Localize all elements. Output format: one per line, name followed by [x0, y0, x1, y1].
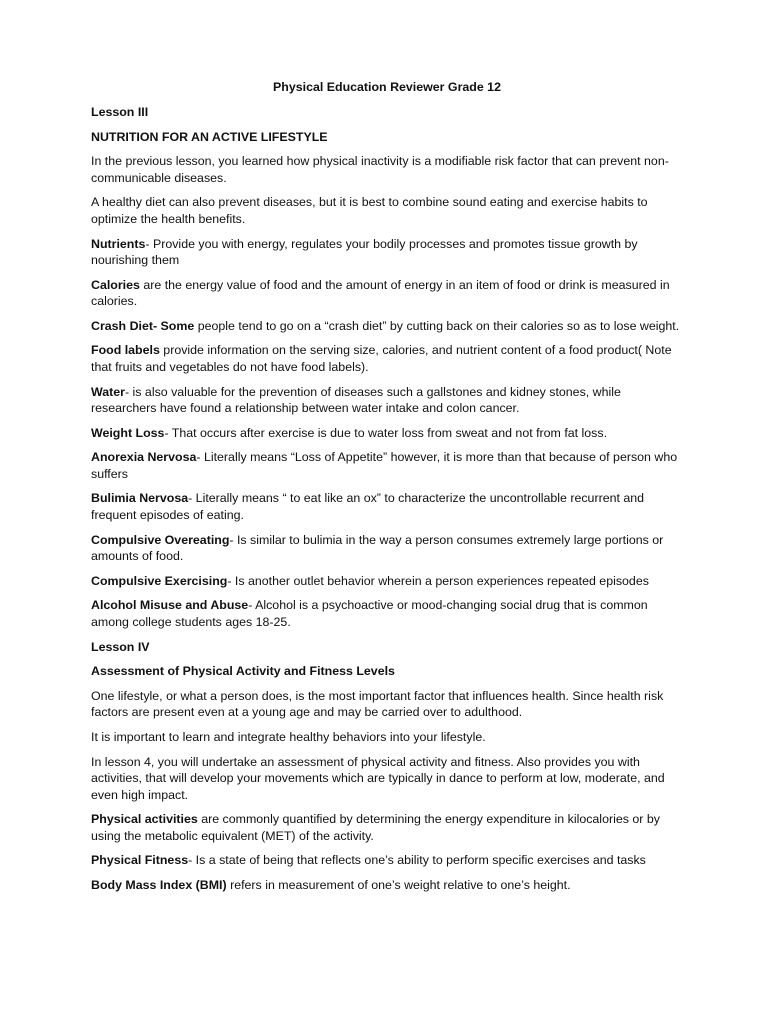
paragraph: [91, 729, 683, 745]
definition-text: are commonly quantified by determining the energy expenditure in kilocalories or by using the metabolic equivalent (MET) of the activity.: [91, 812, 660, 843]
term: Compulsive Exercising: [91, 573, 228, 588]
term: Body Mass Index (BMI): [91, 878, 227, 893]
term-definition: [91, 236, 683, 269]
term-definition: [91, 384, 683, 417]
term: Anorexia Nervosa: [91, 450, 197, 465]
paragraph-text: In lesson 4, you will undertake an assessment of physical activity and fitness. Also provides you with activities, that will develop your movements which are typically in dance to perform at low, moderate, and even high impact.: [91, 754, 665, 802]
term-definition: [91, 490, 683, 523]
term: Crash Diet- Some: [91, 318, 195, 333]
paragraph-text: A healthy diet can also prevent diseases, but it is best to combine sound eating and exercise habits to optimize the health benefits.: [91, 195, 648, 226]
definition-text: - is also valuable for the prevention of diseases such a gallstones and kidney stones, while researchers have found a relationship between water intake and colon cancer.: [91, 384, 621, 415]
term-definition: [91, 573, 683, 589]
definition-text: - Is similar to bulimia in the way a person consumes extremely large portions or amounts of food.: [91, 532, 664, 563]
term: Physical activities: [91, 812, 198, 827]
term-definition: [91, 277, 683, 310]
term-definition: [91, 532, 683, 565]
term: Weight Loss: [91, 425, 165, 440]
term-definition: [91, 449, 683, 482]
paragraph: [91, 754, 683, 803]
definition-text: refers in measurement of one’s weight relative to one’s height.: [226, 878, 571, 893]
definition-text: - Is another outlet behavior wherein a person experiences repeated episodes: [227, 573, 649, 588]
definition-text: are the energy value of food and the amount of energy in an item of food or drink is measured in calories.: [91, 277, 670, 309]
section-heading: Assessment of Physical Activity and Fitness Levels: [91, 664, 395, 679]
definition-text: - Alcohol is a psychoactive or mood-changing social drug that is common among college students ages 18-25.: [91, 598, 648, 629]
definition-text: - That occurs after exercise is due to water loss from sweat and not from fat loss.: [164, 425, 608, 440]
term: Water: [91, 384, 125, 399]
definition-text: - Literally means “Loss of Appetite” however, it is more than that because of person who suffers: [91, 450, 678, 481]
definition-text: - Literally means “ to eat like an ox” to characterize the uncontrollable recurrent and frequent episodes of eating.: [91, 491, 645, 522]
term-definition: [91, 852, 683, 868]
paragraph: [91, 194, 683, 227]
paragraph-text: One lifestyle, or what a person does, is the most important factor that influences health. Since health risk factors are present even at a young age and may be carried over to adulthood.: [91, 688, 664, 720]
term: Bulimia Nervosa: [91, 491, 189, 506]
term: Alcohol Misuse and Abuse: [91, 598, 249, 613]
paragraph: [91, 688, 683, 721]
term: Calories: [91, 277, 140, 292]
term-definition: [91, 811, 683, 844]
term-definition: [91, 342, 683, 375]
term: Nutrients: [91, 236, 146, 251]
paragraph-text: In the previous lesson, you learned how physical inactivity is a modifiable risk factor that can prevent non-communicable diseases.: [91, 154, 669, 185]
term-definition: [91, 597, 683, 630]
section-heading: Lesson IV: [91, 639, 150, 654]
term-definition: [91, 318, 683, 334]
document-page: [91, 79, 683, 902]
definition-text: - Provide you with energy, regulates your bodily processes and promotes tissue growth by nourishing them: [91, 236, 638, 267]
term: Food labels: [91, 343, 160, 358]
paragraph-text: It is important to learn and integrate healthy behaviors into your lifestyle.: [91, 730, 486, 745]
term: Compulsive Overeating: [91, 532, 230, 547]
definition-text: people tend to go on a “crash diet” by cutting back on their calories so as to lose weight.: [194, 318, 680, 333]
section-heading: NUTRITION FOR AN ACTIVE LIFESTYLE: [91, 129, 328, 144]
term: Physical Fitness: [91, 853, 189, 868]
paragraph: [91, 153, 683, 186]
term-definition: [91, 877, 683, 893]
document-title: Physical Education Reviewer Grade 12: [273, 80, 501, 94]
definition-text: - Is a state of being that reflects one’s ability to perform specific exercises and tasks: [188, 853, 646, 868]
section-heading: Lesson III: [91, 104, 149, 119]
term-definition: [91, 425, 683, 441]
definition-text: provide information on the serving size, calories, and nutrient content of a food product( Note that fruits and vegetables do not have food labels).: [91, 343, 672, 374]
